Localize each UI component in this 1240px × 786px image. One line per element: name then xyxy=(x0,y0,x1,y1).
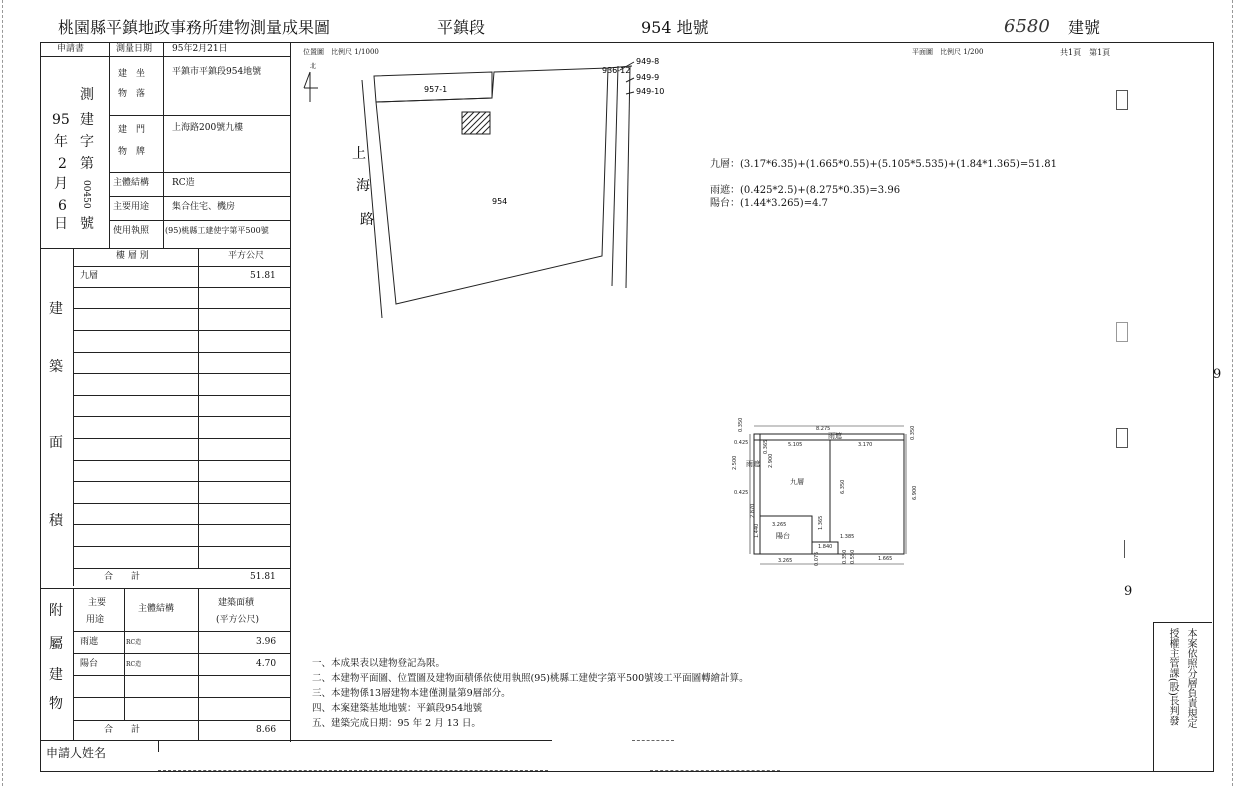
table-row-area: 51.81 xyxy=(250,271,276,281)
license-label: 使用執照 xyxy=(113,226,150,236)
lot-936-12: 936-12 xyxy=(602,66,631,75)
survey-char-hao: 號 xyxy=(80,216,94,232)
room-canopy-top: 雨遮 xyxy=(828,432,842,440)
survey-month: 2 xyxy=(58,156,67,172)
structure-value: RC造 xyxy=(172,178,195,188)
survey-day: 6 xyxy=(58,198,67,214)
annex-side-char-1: 附 xyxy=(49,603,63,619)
dim-1385: 1.385 xyxy=(840,534,855,540)
annex-side-char-3: 建 xyxy=(49,667,63,683)
dim-0425-a: 0.425 xyxy=(734,440,749,446)
page-count: 共1頁 第1頁 xyxy=(1060,48,1111,57)
road-char-2: 海 xyxy=(356,178,370,194)
lot-957-1: 957-1 xyxy=(424,85,448,94)
north-small-label: 北 xyxy=(310,63,317,70)
area-total-label: 合 計 xyxy=(104,572,141,582)
area-side-char-1: 建 xyxy=(49,301,63,317)
formula-canopy: 雨遮：(0.425*2.5)+(8.275*0.35)=3.96 xyxy=(710,185,901,196)
use-value: 集合住宅、機房 xyxy=(172,202,236,212)
approval-stamp-text-1: 本案依照分層負責規定 xyxy=(1185,628,1196,728)
area-side-char-4: 積 xyxy=(49,513,63,529)
annex-total-label: 合 計 xyxy=(104,725,141,735)
survey-char-di: 第 xyxy=(80,156,94,172)
annex-row-area-2: 4.70 xyxy=(256,659,277,669)
location-map xyxy=(296,56,676,326)
handwritten-building-number: 6580 xyxy=(1004,16,1050,37)
survey-date-label: 測量日期 xyxy=(116,44,153,54)
annex-side-char-2: 屬 xyxy=(49,636,63,652)
margin-number-9a: 9 xyxy=(1213,367,1222,382)
annex-col-use-2: 用途 xyxy=(86,615,105,625)
north-arrow-icon xyxy=(304,72,318,102)
note-4: 四、本案建築基地地號：平鎮段954地號 xyxy=(312,703,483,714)
binding-mark-4 xyxy=(1124,540,1129,558)
building-number-label: 建號 xyxy=(1068,18,1101,37)
dim-0350-c: 0.350 xyxy=(842,549,848,564)
dim-6900: 6.900 xyxy=(912,485,918,500)
annex-col-struct: 主體結構 xyxy=(138,604,175,614)
dim-2900: 2.900 xyxy=(768,453,774,468)
door-number: 上海路200號九樓 xyxy=(172,123,244,133)
structure-label: 主體結構 xyxy=(113,178,150,188)
scan-edge-left xyxy=(2,0,3,786)
dim-0350-a: 0.350 xyxy=(738,418,744,432)
use-label: 主要用途 xyxy=(113,202,150,212)
survey-char-zi: 字 xyxy=(80,134,94,150)
plan-scale-label: 平面圖 比例尺 1/200 xyxy=(912,48,984,56)
lot-949-8: 949-8 xyxy=(636,57,660,66)
survey-char-jian: 建 xyxy=(80,112,94,128)
dim-3265-a: 3.265 xyxy=(772,522,787,528)
annex-col-area-2: (平方公尺) xyxy=(216,615,260,625)
room-balcony: 陽台 xyxy=(776,532,790,540)
note-1: 一、本成果表以建物登記為限。 xyxy=(312,658,446,669)
annex-col-use-1: 主要 xyxy=(88,598,107,608)
applicant-name-label: 申請人姓名 xyxy=(46,746,107,760)
binding-mark-1 xyxy=(1116,90,1128,110)
dim-1440: 1.440 xyxy=(754,523,760,538)
area-side-char-2: 築 xyxy=(49,359,63,375)
dim-1665: 1.665 xyxy=(878,556,893,562)
floor-plan xyxy=(720,418,920,574)
document-title: 桃園縣平鎮地政事務所建物測量成果圖 xyxy=(58,18,331,37)
dim-0350-b: 0.350 xyxy=(910,425,916,440)
survey-day-char: 日 xyxy=(54,216,68,232)
applicant-form-label: 申請書 xyxy=(57,44,85,54)
location-label-1: 建 坐 xyxy=(118,69,146,79)
note-3: 三、本建物係13層建物本建僅測量第9層部分。 xyxy=(312,688,511,699)
dim-0075: 0.075 xyxy=(814,551,820,566)
building-location: 平鎮市平鎮段954地號 xyxy=(172,67,262,77)
area-total-value: 51.81 xyxy=(250,572,276,582)
dim-1840: 1.840 xyxy=(818,544,833,550)
dim-0425-b: 0.425 xyxy=(734,490,749,496)
annex-row-struct-2: RC造 xyxy=(126,661,142,668)
dim-2870: 2.870 xyxy=(750,503,756,518)
door-label-2: 物 牌 xyxy=(118,147,146,157)
location-map-label: 位置圖 比例尺 1/1000 xyxy=(303,48,379,56)
survey-month-char: 月 xyxy=(54,176,68,192)
formula-ninth-floor: 九層：(3.17*6.35)+(1.665*0.55)+(5.105*5.535)+(1.84*1.365)=51.81 xyxy=(710,159,1057,170)
binding-mark-2 xyxy=(1116,322,1128,342)
location-label-2: 物 落 xyxy=(118,89,146,99)
survey-serial-number: 00450 xyxy=(80,180,91,209)
formula-balcony: 陽台：(1.44*3.265)=4.7 xyxy=(710,198,828,209)
area-col-floor: 樓 層 別 xyxy=(116,251,149,261)
annex-row-area-1: 3.96 xyxy=(256,637,277,647)
road-char-1: 上 xyxy=(352,146,366,162)
road-char-3: 路 xyxy=(360,212,374,228)
survey-year-char: 年 xyxy=(54,134,68,150)
dim-5105: 5.105 xyxy=(788,442,803,448)
dim-3265-b: 3.265 xyxy=(778,558,793,564)
scan-edge-right xyxy=(1232,0,1233,786)
section-name: 平鎮段 xyxy=(437,18,486,37)
annex-row-use-1: 雨遮 xyxy=(80,637,99,647)
room-ninth-floor: 九層 xyxy=(790,478,804,486)
note-2: 二、本建物平面圖、位置圖及建物面積係依使用執照(95)桃縣工建使字第平500號竣工平面圖轉繪計算。 xyxy=(312,673,749,684)
room-canopy-left: 雨遮 xyxy=(746,460,760,468)
margin-number-9b: 9 xyxy=(1124,584,1133,599)
dim-8275: 8.275 xyxy=(816,426,831,432)
annex-col-area-1: 建築面積 xyxy=(218,598,255,608)
annex-row-struct-1: RC造 xyxy=(126,639,142,646)
annex-total-value: 8.66 xyxy=(256,725,277,735)
annex-side-char-4: 物 xyxy=(49,696,63,712)
dim-0365: 0.365 xyxy=(763,439,769,454)
survey-year: 95 xyxy=(52,112,70,128)
binding-mark-3 xyxy=(1116,428,1128,448)
dim-1365: 1.365 xyxy=(818,515,824,530)
dim-2500: 2.500 xyxy=(732,455,738,470)
approval-stamp-text-2: 授權主管課(股)長判發 xyxy=(1167,628,1178,726)
land-number: 954 地號 xyxy=(641,18,709,37)
door-label-1: 建 門 xyxy=(118,125,146,135)
annex-row-use-2: 陽台 xyxy=(80,659,99,669)
survey-char-ce: 測 xyxy=(80,87,94,103)
lot-949-9: 949-9 xyxy=(636,73,660,82)
table-row-floor: 九層 xyxy=(80,271,99,281)
lot-954: 954 xyxy=(492,197,508,206)
area-col-sqm: 平方公尺 xyxy=(228,251,265,261)
area-side-char-3: 面 xyxy=(49,435,63,451)
dim-3170: 3.170 xyxy=(858,442,873,448)
approval-stamp-box xyxy=(1153,622,1212,771)
lot-949-10: 949-10 xyxy=(636,87,665,96)
dim-6350: 6.350 xyxy=(840,479,846,494)
note-5: 五、建築完成日期：95 年 2 月 13 日。 xyxy=(312,718,481,729)
survey-date: 95年2月21日 xyxy=(172,44,228,54)
license-value: (95)桃縣工建使字第平500號 xyxy=(165,226,269,235)
dim-0550: 0.550 xyxy=(850,549,856,564)
